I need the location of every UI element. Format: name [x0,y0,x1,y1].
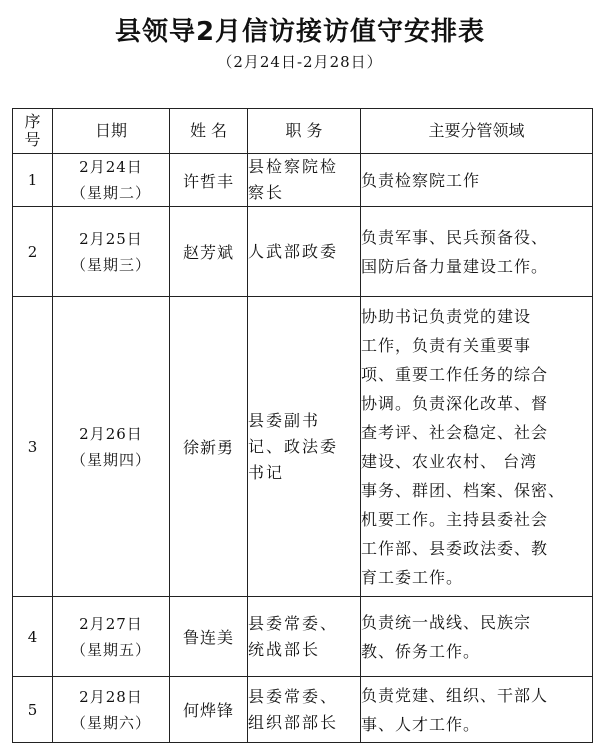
position-line: 书记 [248,462,285,482]
row-position [248,597,361,677]
position-line: 组织部部长 [248,712,339,732]
row-position [248,207,361,297]
row-number: 5 [13,677,53,743]
row-area [361,597,593,677]
area-line: 育工委工作。 [361,567,464,587]
row-number: 4 [13,597,53,677]
position-line: 县委常委、 [248,686,339,706]
area-line: 协助书记负责党的建设 [361,306,532,326]
weekday-text: （星期三） [70,255,151,274]
row-name: 赵芳斌 [170,207,248,297]
header-position: 职 务 [248,109,361,154]
duty-schedule-table [12,108,593,743]
row-position [248,154,361,207]
date-text: 2月28日 [79,687,143,706]
area-line: 查考评、社会稳定、社会 [361,422,549,442]
row-name: 何烨锋 [170,677,248,743]
position-line: 记、政法委 [248,436,339,456]
row-date [53,207,170,297]
header-name: 姓 名 [170,109,248,154]
header-area: 主要分管领域 [361,109,593,154]
position-line: 县委常委、 [248,613,339,633]
date-text: 2月24日 [79,158,143,176]
area-line: 协调。负责深化改革、督 [361,393,549,413]
row-name: 许哲丰 [170,154,248,207]
table-row [13,154,593,207]
row-name: 徐新勇 [170,297,248,597]
table-row [13,297,593,597]
date-text: 2月25日 [79,229,143,248]
row-position [248,297,361,597]
table-row [13,597,593,677]
area-line: 机要工作。主持县委社会 [361,509,549,529]
document-subtitle: （2月24日-2月28日） [217,53,383,71]
area-line: 项、重要工作任务的综合 [361,364,549,384]
position-line: 人武部政委 [248,241,339,261]
area-line: 负责党建、组织、干部人 [361,685,549,705]
date-text: 2月26日 [79,424,143,443]
table-row [13,207,593,297]
row-area [361,154,593,207]
row-date [53,677,170,743]
table-row [13,677,593,743]
weekday-text: （星期五） [70,640,151,659]
row-area [361,677,593,743]
row-name: 鲁连美 [170,597,248,677]
area-line: 负责统一战线、民族宗 [361,612,532,632]
row-number: 1 [13,154,53,207]
row-date [53,297,170,597]
position-line: 察长 [248,183,285,202]
document-title: 县领导2月信访接访值守安排表 [114,17,486,47]
row-date [53,154,170,207]
weekday-text: （星期六） [70,713,151,732]
row-number: 2 [13,207,53,297]
row-date [53,597,170,677]
area-line: 工作部、县委政法委、教 [361,538,549,558]
position-line: 统战部长 [248,639,321,659]
header-no: 序 号 [13,109,53,154]
row-area [361,297,593,597]
position-line: 县委副书 [248,410,321,430]
area-line: 负责军事、民兵预备役、 [361,227,549,247]
position-line: 县检察院检 [248,157,339,176]
area-line: 工作，负责有关重要事 [361,335,532,355]
weekday-text: （星期二） [70,184,151,202]
row-area [361,207,593,297]
area-line: 国防后备力量建设工作。 [361,256,549,276]
area-line: 负责检察院工作 [361,170,481,190]
table-header-row [13,109,593,154]
area-line: 事务、群团、档案、保密、 [361,480,566,500]
area-line: 建设、农业农村、 台湾 [361,451,538,471]
row-position [248,677,361,743]
header-date: 日期 [53,109,170,154]
area-line: 教、侨务工作。 [361,641,481,661]
area-line: 事、人才工作。 [361,714,481,734]
weekday-text: （星期四） [70,450,151,469]
date-text: 2月27日 [79,614,143,633]
row-number: 3 [13,297,53,597]
